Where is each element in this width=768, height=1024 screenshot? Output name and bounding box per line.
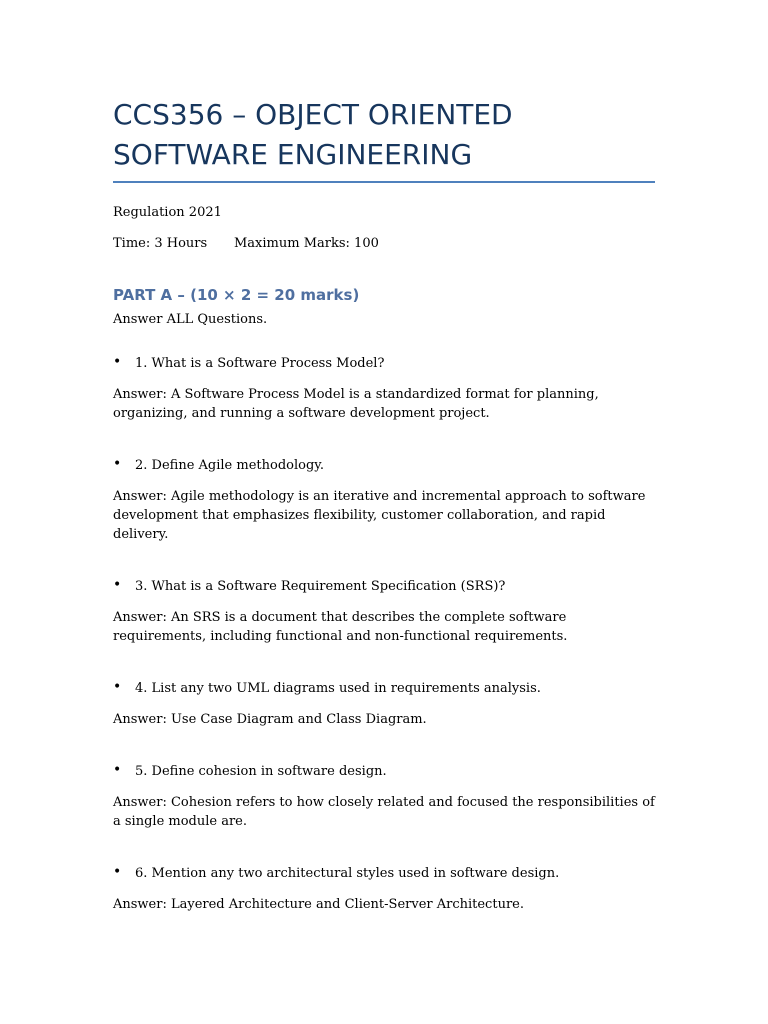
answer-text: Answer: Use Case Diagram and Class Diagram. <box>113 712 427 727</box>
title-underline <box>113 181 655 183</box>
question-item <box>113 762 655 831</box>
exam-time: Time: 3 Hours <box>113 236 208 251</box>
bullet-icon: • <box>113 762 122 778</box>
question-item <box>113 354 655 423</box>
question-label: 5. Define cohesion in software design. <box>135 764 387 779</box>
bullet-icon: • <box>113 456 122 472</box>
bullet-icon: • <box>113 864 122 880</box>
question-label: 2. Define Agile methodology. <box>135 458 325 473</box>
question-label: 1. What is a Software Process Model? <box>135 356 385 371</box>
question-item <box>113 456 655 544</box>
regulation-text: Regulation 2021 <box>113 205 222 220</box>
question-text <box>113 577 655 596</box>
question-label: 6. Mention any two architectural styles used in software design. <box>135 866 560 881</box>
part-a-instruction: Answer ALL Questions. <box>113 312 268 327</box>
part-a-heading: PART A – (10 × 2 = 20 marks) <box>113 286 360 304</box>
exam-max-marks: Maximum Marks: 100 <box>234 236 379 251</box>
document-title: CCS356 – OBJECT ORIENTED SOFTWARE ENGINEERING <box>113 98 513 171</box>
answer-text: Answer: Agile methodology is an iterative and incremental approach to software development that emphasizes flexibility, customer collaboration, and rapid delivery. <box>113 489 646 542</box>
question-item <box>113 864 655 914</box>
question-item <box>113 679 655 729</box>
answer-text: Answer: An SRS is a document that describes the complete software requirements, including functional and non-functional requirements. <box>113 610 568 644</box>
question-label: 4. List any two UML diagrams used in requirements analysis. <box>135 681 541 696</box>
question-text <box>113 679 655 698</box>
question-text <box>113 456 655 475</box>
question-text <box>113 354 655 373</box>
question-label: 3. What is a Software Requirement Specification (SRS)? <box>135 579 506 594</box>
bullet-icon: • <box>113 354 122 370</box>
question-text <box>113 864 655 883</box>
bullet-icon: • <box>113 679 122 695</box>
exam-meta-row <box>113 234 655 253</box>
answer-text: Answer: Layered Architecture and Client-Server Architecture. <box>113 897 524 912</box>
question-text <box>113 762 655 781</box>
question-item <box>113 577 655 646</box>
bullet-icon: • <box>113 577 122 593</box>
answer-text: Answer: A Software Process Model is a standardized format for planning, organizing, and running a software development project. <box>113 387 599 421</box>
question-list <box>113 354 655 914</box>
answer-text: Answer: Cohesion refers to how closely related and focused the responsibilities of a single module are. <box>113 795 655 829</box>
